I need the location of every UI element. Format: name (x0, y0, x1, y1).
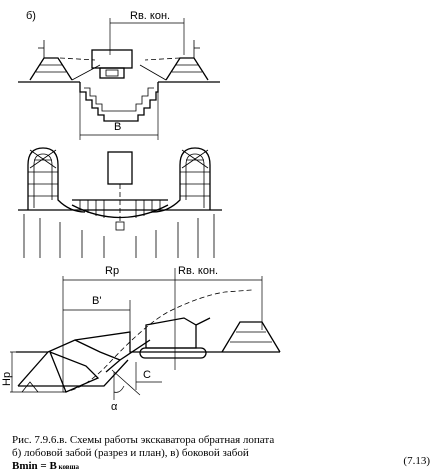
b-prime-label: B' (92, 295, 102, 307)
caption-formula (12, 460, 79, 474)
excavator-side-tracks (140, 348, 206, 358)
bucket-plan (116, 222, 124, 230)
right-dump-pile (166, 58, 208, 80)
formula-main: Bmin = B (12, 460, 57, 472)
side-face-section (1, 265, 280, 413)
hp-label: Hp (1, 371, 13, 386)
excavator-plan (108, 152, 132, 184)
formula-subscript: ковша (56, 463, 79, 471)
alpha-label: α (111, 401, 118, 413)
caption-line-2: б) лобовой забой (разрез и план), в) боковой забой (12, 447, 249, 459)
part-b-label: б) (26, 10, 36, 22)
excavator-arm (106, 340, 150, 372)
c-label: C (143, 369, 151, 381)
left-haul-arch (28, 148, 85, 212)
b-top-label: B (114, 121, 122, 133)
right-haul-arch (153, 148, 210, 212)
excavator-side-body (146, 318, 196, 348)
terrain-line (16, 332, 232, 352)
frontal-section (18, 10, 220, 140)
equation-number: (7.13) (403, 455, 430, 467)
left-dump-pile (30, 58, 72, 80)
stepped-pit (80, 82, 158, 121)
excavator-tracks-section (100, 68, 124, 78)
rv-kon-side-label: Rв. кон. (178, 265, 219, 277)
caption-line-1: Рис. 7.9.6.в. Схемы работы экскаватора обратная лопата (12, 434, 275, 446)
frontal-plan (18, 148, 222, 258)
rp-label: Rp (105, 265, 120, 277)
side-dump-pile (222, 322, 280, 352)
rv-kon-top-label: Rв. кон. (130, 10, 171, 22)
excavator-body-section (92, 50, 132, 68)
